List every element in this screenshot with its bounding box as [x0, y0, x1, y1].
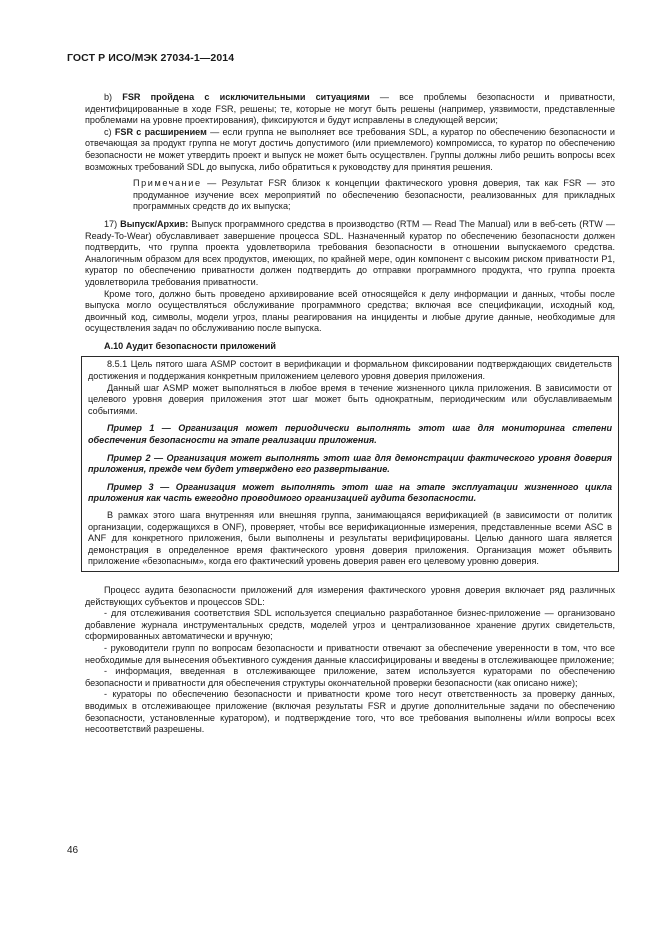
note — [85, 178, 615, 213]
process-intro: Процесс аудита безопасности приложений для измерения фактического уровня доверия включает ряд различных действующих субъектов и процессов SDL: — [85, 584, 615, 607]
bullet-item: - для отслеживания соответствия SDL используется специально разработанное бизнес-приложение — организовано добавление журнала инструментальных средств, моделей угроз и централизованное хранение других свидетельств, сформированных автоматически и вручную; — [85, 608, 615, 642]
item-17-text: Выпуск программного средства в производство (RTM — Read The Manual) или в веб-сеть (RTW — Ready-To-Wear) обуславливает завершение процесса SDL. Назначенный куратор по обеспечению безопасности должен подтвердить, что группа проекта удовлетворила требования безопасности в отношении выпускаемого средства. Аналогичным образом для всех продуктов, имеющих, по крайней мере, один компонент с высоким риском приватности P1, куратор по обеспечению приватности должен подтвердить до отправки программного продукта, что группа проекта удовлетворила требования приватности. — [85, 218, 615, 287]
item-c-term: FSR с расширением — [114, 126, 207, 137]
page-content — [85, 92, 615, 736]
page-number: 46 — [67, 845, 79, 856]
example-2: Пример 2 — Организация может выполнять этот шаг для демонстрации фактического уровня доверия приложения, прежде чем будет утверждено его развертывание. — [88, 452, 612, 475]
archive-paragraph: Кроме того, должно быть проведено архивирование всей относящейся к делу информации и данных, чтобы после выпуска могло осуществляться обслуживание программного средства; включая все спецификации, исходный код, двоичный код, символы, модели угроз, планы реагирования на инциденты и любые другие данные, необходимые для осуществления задач по обслуживанию после выпуска. — [85, 288, 615, 334]
box-paragraph-2: Данный шаг ASMP может выполняться в любое время в течение жизненного цикла приложения. В зависимости от целевого уровня доверия приложения этот шаг может быть однократным, периодическим или обуславливаемым событиями. — [88, 382, 612, 416]
box-paragraph-3: В рамках этого шага внутренняя или внешняя группа, занимающаяся верификацией (в зависимости от политик организации, содержащихся в ONF), проверяет, чтобы все верификационные измерения, представленные всеми ASC в ANF для конкретного приложения, были выполнены и результаты верифицированы. Целью данного шага является демонстрация в определенное время фактического уровня доверия приложения. Организация может объявить приложение «безопасным», когда его фактический уровень доверия равен его целевому уровню доверия. — [88, 510, 612, 567]
example-1: Пример 1 — Организация может периодически выполнять этот шаг для мониторинга степени обеспечения безопасности на этапе реализации приложения. — [88, 423, 612, 446]
note-label: Примечание — [133, 178, 202, 189]
example-3: Пример 3 — Организация может выполнять этот шаг на этапе эксплуатации жизненного цикла приложения как часть ежегодно проводимого организацией аудита безопасности. — [88, 481, 612, 504]
item-c-prefix: c) — [104, 126, 115, 137]
item-c-text: — если группа не выполняет все требования SDL, а куратор по обеспечению безопасности и отвечающая за продукт группа не могут достичь допустимого (или приемлемого) компромисса, то куратор по обеспечению безопасности не может утвердить проект и выпуск не может быть осуществлен. Группы должны либо решить вопросы всех возможных требований SDL до выпуска, либо обратиться к руководству для принятия решения. — [85, 126, 615, 172]
bullet-item: - кураторы по обеспечению безопасности и приватности кроме того несут ответственность за проверку данных, вводимых в отслеживающее приложение (включая результаты FSR и другие дополнительные задачи по обеспечению безопасности, установленные куратором), и подтверждение того, что все требования выполнены и/или вопросы всех несоответствий разрешены. — [85, 689, 615, 735]
item-17-term: Выпуск/Архив: — [120, 218, 189, 229]
item-b-term: FSR пройдена с исключительными ситуациями — [122, 92, 370, 102]
item-b — [85, 92, 615, 127]
bullet-item: - руководители групп по вопросам безопасности и приватности отвечают за обеспечение уверенности в том, что все необходимые для вынесения объективного суждения данные классифицированы и введены в отслеживающее приложение; — [85, 642, 615, 665]
section-heading: А.10 Аудит безопасности приложений — [104, 340, 276, 351]
document-header: ГОСТ Р ИСО/МЭК 27034-1—2014 — [67, 52, 235, 64]
bullet-item: - информация, введенная в отслеживающее приложение, затем используется кураторами по обеспечению безопасности и приватности для обеспечения структуры окончательной проверки безопасности (как описано ниже); — [85, 666, 615, 688]
item-17 — [85, 219, 615, 289]
item-b-prefix: b) — [104, 92, 123, 102]
box-paragraph-1: 8.5.1 Цель пятого шага ASMP состоит в верификации и формальном фиксировании подтверждающих свидетельств достижения и поддержания конкретным приложением целевого уровня доверия приложения. — [88, 359, 612, 382]
quoted-standard-box — [81, 356, 619, 572]
item-b-text: — все проблемы безопасности и приватности, идентифицированные в ходе FSR, решены; те, которые не могут быть решены (например, уязвимости, представленные проблемами на уровне проектирования), фиксируются и будут исправлены в следующей версии; — [85, 92, 615, 126]
note-text: — Результат FSR близок к концепции фактического уровня доверия, так как FSR — это продуманное изучение всех мероприятий по обеспечению безопасности, реализованных для прикладных программных средств до их выпуска; — [133, 178, 615, 212]
item-c — [85, 127, 615, 173]
item-17-prefix: 17) — [104, 218, 121, 229]
